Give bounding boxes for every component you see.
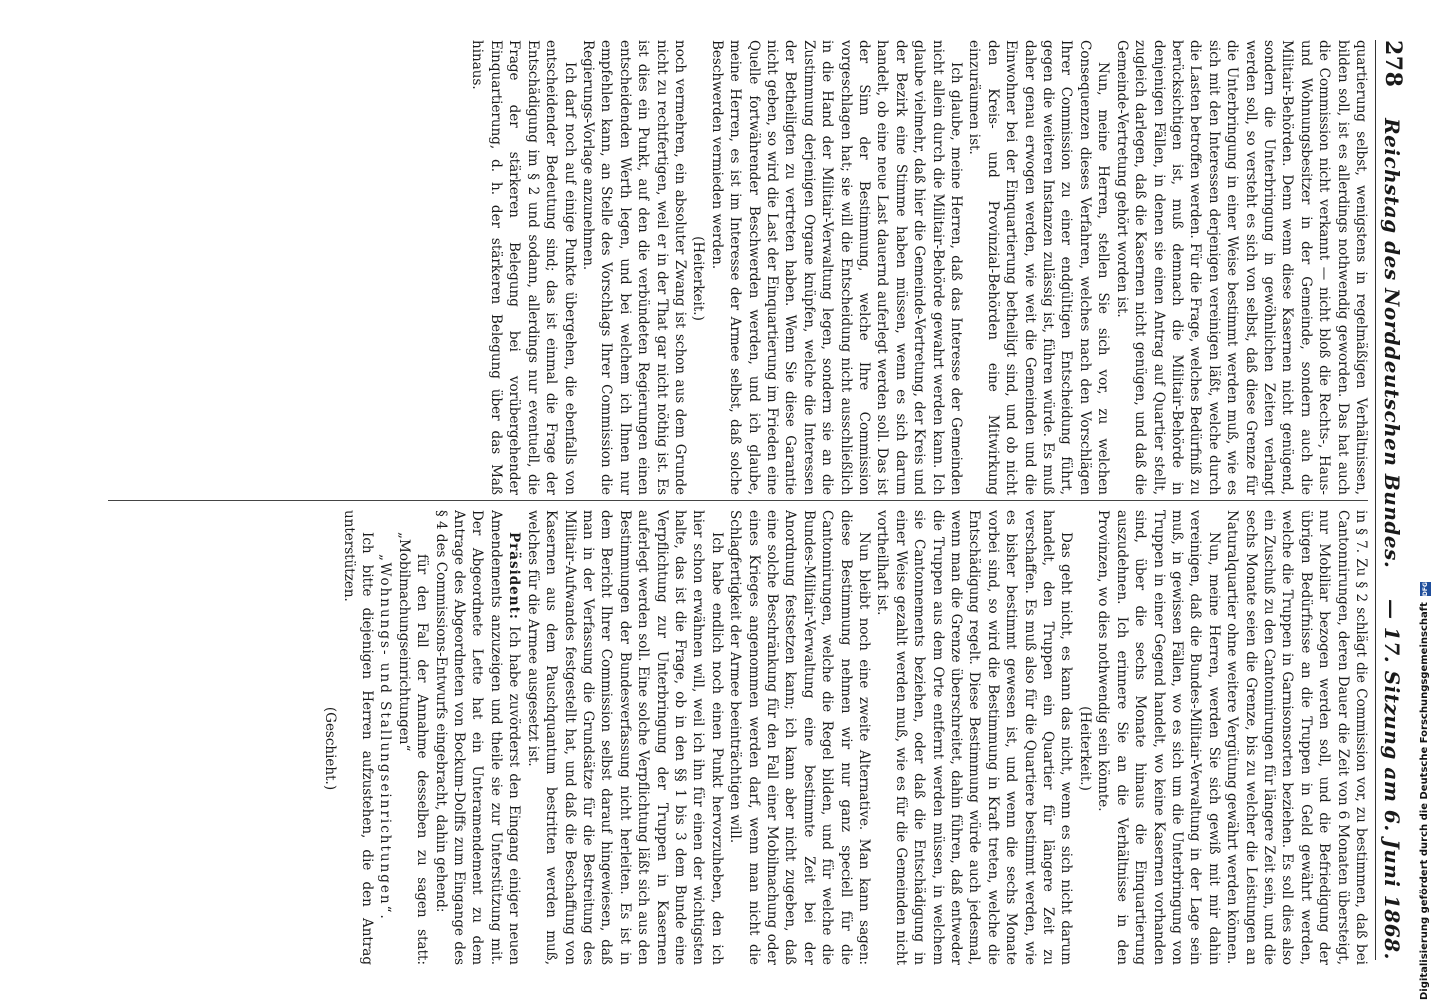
speaker-paragraph [431, 510, 523, 965]
paragraph: Ich darf noch auf einige Punkte übergehen, die ebenfalls von entscheidender Bedeutung sind; das ist einmal die Frage der Entschädigung im § 2 und sodann, allerdings nur eventuell, die Frage der stärkeren Belegung bei vorübergehender Einquartierung, d. h. der stärkeren Belegung über das Maß hinaus. [469, 40, 578, 495]
interjection: (Heiterkeit.) [1076, 706, 1093, 791]
paragraph: Ich habe endlich noch einen Punkt hervorzuheben, den ich hier schon erwähnen will, weil ich ihn für einen der wichtigsten halte, das ist die Frage, ob in den §§ 1 bis 3 dem Bunde eine Verpflichtung zur Unterbringung der Truppen in Kasernen auferlegt werden soll. Eine solche Verpflichtung läßt sich aus den Bestimmungen der Bundesverfassung nicht herleiten. Es ist in dem Bericht Ihrer Commission selbst darauf hingewiesen, daß man in der Verfassung die Grundsätze für die Bestreitung des Militair-Aufwandes festgestellt hat, und daß die Beschaffung von Kasernen aus dem Pauschquantum bestritten werden muß, welches für die Armee ausgesetzt ist. [524, 510, 725, 965]
speaker-text: Ich habe zuvörderst den Eingang einiger neuen Amendements anzuzeigen und theile sie zur Unterstützung mit. Der Abgeordnete Lette hat ein Unteramendement zu dem Antrage des Abgeordneten von Bockum-Dolffs zum Eingange des § 4 des Commissions-Entwurfs eingebracht, dahin gehend: [432, 510, 523, 965]
digitization-credit [1418, 0, 1432, 1000]
paragraph: Ich bitte diejenigen Herren aufzustehen, die den Antrag unterstützen. [340, 510, 376, 965]
interjection: (Geschieht.) [322, 706, 339, 791]
paragraph: Das geht nicht, es kann das nicht, wenn es sich nicht darum handelt, den Truppen ein Quartier für längere Zeit zu verschaffen. Es muß also für die Quartiere bestimmt werden, wie es bisher bestimmt gewesen ist, und wenn die sechs Monate vorbei sind, so wird die Bestimmung in Kraft treten, welche die Entschädigung regelt. Diese Bestimmung würde auch jedesmal, wenn man die Grenze überschreitet, dahin führen, daß entweder die Truppen aus dem Orte entfernt werden müssen, in welchem sie Cantonnements beziehen, oder daß die Entschädigung in einer Weise gezahlt werden muß, wie es für die Gemeinden nicht vortheilhaft ist. [874, 510, 1075, 965]
left-column [80, 40, 1370, 495]
paragraph: Nun, meine Herren, werden Sie sich gewiß mit mir dahin vereinigen, daß die Bundes-Militair-Verwaltung in der Lage sein muß, in gewissen Fällen, wo es sich um die Unterbringung von Truppen in einer Gegend handelt, wo keine Kasernen vorhanden sind, über die sechs Monate hinaus die Einquartierung auszudehnen. Ich erinnere Sie an die Verhältnisse in den Provinzen, wo dies nothwendig sein könnte. [1095, 510, 1222, 965]
paragraph: Nun, meine Herren, stellen Sie sich vor, zu welchen Consequenzen dieses Verfahren, welches nach den Vorschlägen Ihrer Commission zu einer endgültigen Entscheidung führt, gegen die weiteren Instanzen zulässig ist, führen würde. Es muß daher genau erwogen werden, wie weit die Gemeinden und die Einwohner bei der Einquartierung betheiligt sind, und ob nicht den Kreis- und Provinzial-Behörden eine Mitwirkung einzuräumen ist. [966, 40, 1112, 495]
dfg-logo-icon: DFG [1421, 582, 1429, 597]
speaker-name: Präsident: [506, 532, 523, 620]
quote: „Wohnungs- und Stallungseinrichtungen“. [377, 554, 394, 921]
interjection: (Heiterkeit.) [690, 236, 707, 321]
running-head [1375, 40, 1414, 960]
credit-text: Digitalisierung gefördert durch die Deutsche Forschungsgemeinschaft [1419, 602, 1430, 1000]
page-number: 278 [1380, 40, 1406, 88]
right-column [80, 510, 1370, 965]
session-label: — 17. Sitzung am 6. Juni 1868. [1380, 598, 1404, 960]
paragraph: Nun bleibt noch eine zweite Alternative. Man kann sagen: diese Bestimmung nehmen wir nur ganz speciell für die Cantonnirungen, welche die Regel bilden, und für welche die Bundes-Militair-Verwaltung eine bestimmte Zeit bei der Anordnung festsetzen kann; ich kann aber nicht zugeben, daß eine solche Beschränkung für den Fall einer Mobilmachung oder eines Krieges angenommen werden darf, wenn man nicht die Schlagfertigkeit der Armee beeinträchtigen will. [727, 510, 873, 965]
paragraph: quartierung selbst, wenigstens in regelmäßigen Verhältnissen, bilden soll, ist es allerdings nothwendig geworden. Das hat auch die Commission nicht verkannt — nicht bloß die Rechts-, Haus- und Wohnungsbesitzer in der Gemeinde, sondern auch die Militair-Behörden. Denn wenn diese Kasernen nicht genügend, sondern die Unterbringung in gewöhnlichen Zeiten verlangt werden soll, so versteht es sich von selbst, daß diese Grenze für die Unterbringung in einer Weise bestimmt werden muß, wie es sich mit den Interessen derjenigen vereinigen läßt, welche durch die Lasten betroffen werden. Für die Frage, welches Bedürfniß zu berücksichtigen ist, muß demnach die Militair-Behörde in denjenigen Fällen, in denen sie einen Antrag auf Quartier stellt, zugleich darlegen, daß die Kasernen nicht genügen, und daß die Gemeinde-Vertretung gehört worden ist. [1113, 40, 1369, 495]
quote: für den Fall der Annahme desselben zu sagen statt: „Mobilmachungseinrichtungen“ [395, 532, 431, 965]
paragraph: noch vermehren, ein absoluter Zwang ist schon aus dem Grunde nicht zu rechtfertigen, weil er in der That gar nicht nöthig ist. Es ist dies ein Punkt, auf den die verbündeten Regierungen einen entscheidenden Werth legen, und bei welchem ich Ihnen nur empfehlen kann, an Stelle des Vorschlags Ihrer Commission die Regierungs-Vorlage anzunehmen. [579, 40, 688, 495]
column-divider [108, 500, 1368, 501]
credit-line [1418, 0, 1432, 1000]
paragraph: in § 7. Zu § 2 schlägt die Commission vor, zu bestimmen, daß bei Cantonnirungen, deren Dauer die Zeit von 6 Monaten übersteigt, nur Mobiliar bezogen werden soll, und die Befriedigung der übrigen Bedürfnisse an die Truppen in Geld gewährt werden, welche die Truppen in Garnisonsorten beziehen. Es soll dies also ein Zuschuß zu den Cantonnirungen für längere Zeit sein, und die sechs Monate seien die Grenze, bis zu welcher die Leistungen an Naturalquartier ohne weitere Vergütung gewährt werden können. [1224, 510, 1369, 965]
paragraph: Ich glaube, meine Herren, daß das Interesse der Gemeinden nicht allein durch die Militair-Behörde gewahrt werden kann. Ich glaube vielmehr, daß hier die Gemeinde-Vertretung, der Kreis und der Bezirk eine Stimme haben müssen, wenn es sich darum handelt, ob eine neue Last dauernd auferlegt werden soll. Das ist der Sinn der Bestimmung, welche Ihre Commission vorgeschlagen hat; sie will die Entscheidung nicht ausschließlich in die Hand der Militair-Verwaltung legen, sondern sie an die Zustimmung derjenigen Organe knüpfen, welche die Interessen der Betheiligten zu vertreten haben. Wenn Sie diese Garantie nicht geben, so wird die Last der Einquartierung im Frieden eine Quelle fortwährender Beschwerden werden, und ich glaube, meine Herren, es ist im Interesse der Armee selbst, daß solche Beschwerden vermieden werden. [708, 40, 965, 495]
running-title: Reichstag des Norddeutschen Bundes. [1380, 118, 1404, 569]
